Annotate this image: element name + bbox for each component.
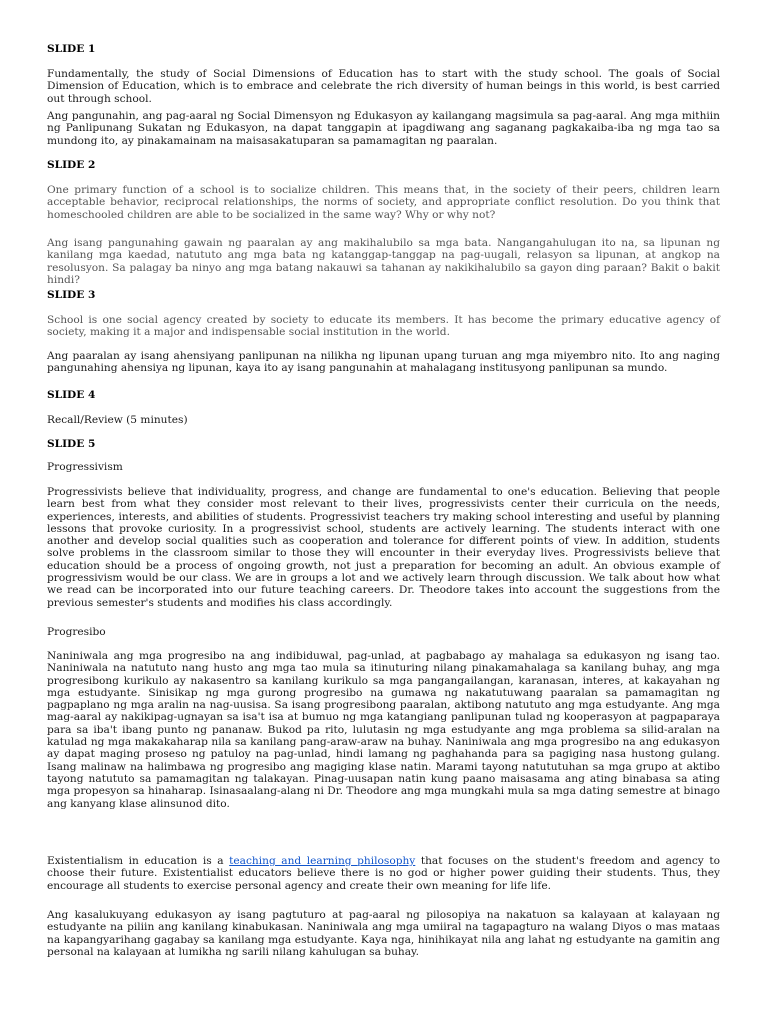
existentialism-text-end: that focuses on the student's freedom and agency to choose their future. Existentialist educators believe there is no god or higher power guiding their students. Thus, they encourage all students to exercise personal agency and create their own meaning for life life.	[47, 855, 720, 892]
existentialism-text-start: Existentialism in education is a	[47, 855, 230, 867]
existentialism-filipino-paragraph: Ang kasalukuyang edukasyon ay isang pagtuturo at pag-aaral ng pilosopiya na nakatuon sa kalayaan at kalayaan ng estudyante na piliin ang kanilang kinabukasan. Naniniwala ang mga umiiral na tagapagturo na walang Diyos o mas mataas na kapangyarihang gagabay sa kanilang mga estudyante. Kaya nga, hinihikayat nila ang lahat ng estudyante na gamitin ang personal na kalayaan at lumikha ng sarili nilang kahulugan sa buhay.	[47, 909, 720, 958]
slide-2-english-paragraph: One primary function of a school is to socialize children. This means that, in the society of their peers, children learn acceptable behavior, reciprocal relationships, the norms of society, and appropriate conflict resolution. Do you think that homeschooled children are able to be socialized in the same way? Why or why not?	[47, 184, 720, 221]
slide-1-heading: SLIDE 1	[47, 43, 96, 55]
slide-4-recall-text: Recall/Review (5 minutes)	[47, 414, 188, 426]
slide-1-english-paragraph: Fundamentally, the study of Social Dimensions of Education has to start with the study school. The goals of Social Dimension of Education, which is to embrace and celebrate the rich diversity of human beings in this world, is best carried out through school.	[47, 68, 720, 105]
progressivism-title: Progressivism	[47, 461, 123, 473]
slide-5-heading: SLIDE 5	[47, 438, 96, 450]
existentialism-english-paragraph	[47, 855, 720, 892]
progressivism-english-paragraph: Progressivists believe that individuality, progress, and change are fundamental to one's education. Believing that people learn best from what they consider most relevant to their lives, progressivists center their curricula on the needs, experiences, interests, and abilities of students. Progressivist teachers try making school interesting and useful by planning lessons that provoke curiosity. In a progressivist school, students are actively learning. The students interact with one another and develop social qualities such as cooperation and tolerance for different points of view. In addition, students solve problems in the classroom similar to those they will encounter in their everyday lives. Progressivists believe that education should be a process of ongoing growth, not just a preparation for becoming an adult. An obvious example of progressivism would be our class. We are in groups a lot and we actively learn through discussion. We talk about how what we read can be incorporated into our future teaching careers. Dr. Theodore takes into account the suggestions from the previous semester's students and modifies his class accordingly.	[47, 486, 720, 609]
slide-3-heading: SLIDE 3	[47, 289, 96, 301]
slide-2-filipino-paragraph: Ang isang pangunahing gawain ng paaralan ay ang makihalubilo sa mga bata. Nangangahulugan ito na, sa lipunan ng kanilang mga kaedad, natututo ang mga bata ng katanggap-tanggap na pag-uugali, relasyon sa lipunan, at angkop na resolusyon. Sa palagay ba ninyo ang mga batang nakauwi sa tahanan ay nakikihalubilo sa gayon ding paraan? Bakit o bakit hindi?	[47, 237, 720, 286]
slide-2-heading: SLIDE 2	[47, 159, 96, 171]
progresibo-title: Progresibo	[47, 626, 106, 638]
slide-3-filipino-paragraph: Ang paaralan ay isang ahensiyang panlipunan na nilikha ng lipunan upang turuan ang mga miyembro nito. Ito ang naging pangunahing ahensiya ng lipunan, kaya ito ay isang pangunahin at mahalagang institusyong panlipunan sa mundo.	[47, 350, 720, 375]
progresibo-filipino-paragraph: Naniniwala ang mga progresibo na ang indibiduwal, pag-unlad, at pagbabago ay mahalaga sa edukasyon ng isang tao. Naniniwala na natututo nang husto ang mga tao mula sa itinuturing nilang pinakamahalaga sa kanilang buhay, ang mga progresibong kurikulo ay nakasentro sa kanilang kurikulo sa mga pangangailangan, karanasan, interes, at kakayahan ng mga estudyante. Sinisikap ng mga gurong progresibo na gumawa ng nakatutuwang paaralan sa pamamagitan ng pagpaplano ng mga aralin na nag-uusisa. Sa isang progresibong paaralan, aktibong natututo ang mga estudyante. Ang mga mag-aaral ay nakikipag-ugnayan sa isa't isa at bumuo ng mga katangiang panlipunan tulad ng kooperasyon at pagpaparaya para sa iba't ibang punto ng pananaw. Bukod pa rito, lulutasin ng mga estudyante ang mga problema sa silid-aralan na katulad ng mga makakaharap nila sa kanilang pang-araw-araw na buhay. Naniniwala ang mga progresibo na ang edukasyon ay dapat maging proseso ng patuloy na pag-unlad, hindi lamang ng paghahanda para sa pagiging nasa hustong gulang. Isang malinaw na halimbawa ng progresibo ang magiging klase natin. Marami tayong natututuhan sa mga grupo at aktibo tayong natututo sa pamamagitan ng talakayan. Pinag-uusapan natin kung paano maisasama ang ating binabasa sa ating mga propesyon sa hinaharap. Isinasaalang-alang ni Dr. Theodore ang mga mungkahi mula sa mga dating semestre at binago ang kanyang klase alinsunod dito.	[47, 650, 720, 810]
slide-4-heading: SLIDE 4	[47, 389, 96, 401]
slide-3-english-paragraph: School is one social agency created by society to educate its members. It has become the primary educative agency of society, making it a major and indispensable social institution in the world.	[47, 314, 720, 339]
teaching-philosophy-link[interactable]: teaching and learning philosophy	[229, 855, 416, 867]
slide-1-filipino-paragraph: Ang pangunahin, ang pag-aaral ng Social Dimensyon ng Edukasyon ay kailangang magsimula sa pag-aaral. Ang mga mithiin ng Panlipunang Sukatan ng Edukasyon, na dapat tanggapin at ipagdiwang ang saganang pagkakaiba-iba ng mga tao sa mundong ito, ay pinakamainam na maisasakatuparan sa pamamagitan ng paaralan.	[47, 110, 720, 147]
